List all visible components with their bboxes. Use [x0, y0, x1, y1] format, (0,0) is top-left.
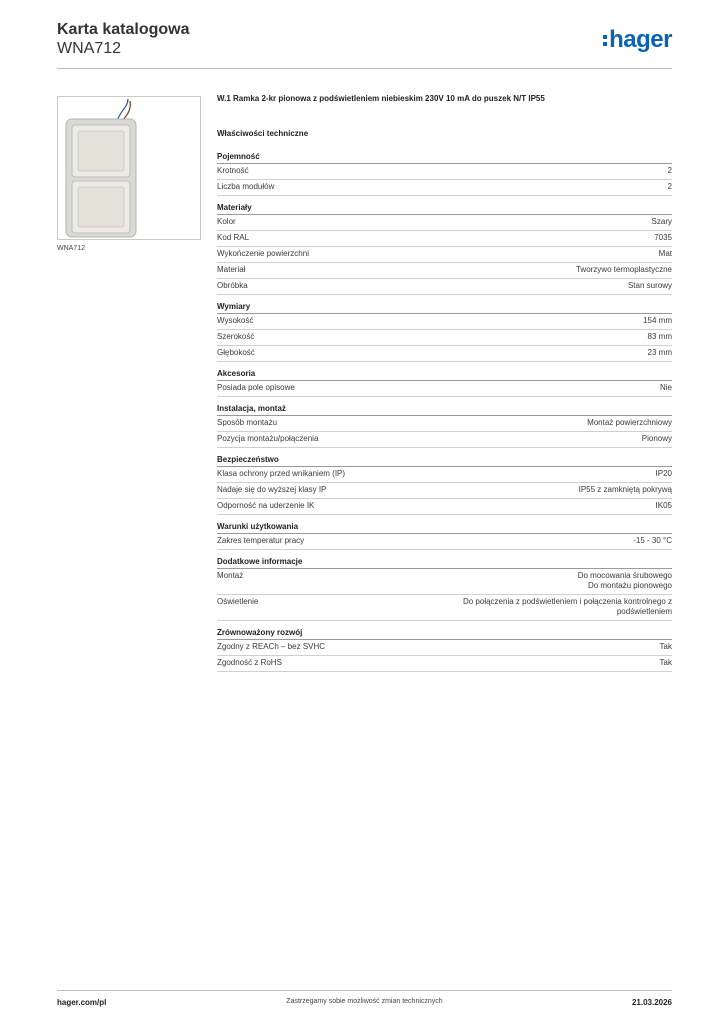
spec-value: Szary: [651, 217, 672, 226]
footer-date: 21.03.2026: [631, 998, 672, 1007]
spec-row: [217, 164, 672, 180]
spec-row: [217, 640, 672, 656]
spec-row: [217, 499, 672, 515]
spec-label: Kolor: [217, 217, 236, 226]
spec-value: 83 mm: [647, 332, 672, 341]
spec-value: IP55 z zamkniętą pokrywą: [578, 485, 672, 494]
spec-label: Odporność na uderzenie IK: [217, 501, 315, 510]
spec-value: Tworzywo termoplastyczne: [575, 265, 672, 274]
spec-row: [217, 330, 672, 346]
spec-label: Kod RAL: [217, 233, 250, 242]
spec-label: Zgodność z RoHS: [217, 658, 282, 667]
spec-label: Posiada pole opisowe: [217, 383, 295, 392]
spec-row: [217, 656, 672, 672]
spec-group-title: Bezpieczeństwo: [217, 455, 672, 467]
spec-value: 2: [667, 166, 672, 175]
spec-row: [217, 432, 672, 448]
hager-logo: [603, 28, 672, 52]
spec-group: [217, 628, 672, 672]
spec-group: [217, 557, 672, 621]
spec-row: [217, 483, 672, 499]
spec-label: Obróbka: [217, 281, 248, 290]
spec-value: 7035: [654, 233, 672, 242]
spec-value: Mat: [658, 249, 672, 258]
spec-group-title: Pojemność: [217, 152, 672, 164]
spec-label: Sposób montażu: [217, 418, 278, 427]
product-details: [217, 94, 672, 679]
spec-group: [217, 369, 672, 397]
spec-groups: [217, 152, 672, 672]
spec-row: [217, 263, 672, 279]
spec-label: Zgodny z REACh – bez SVHC: [217, 642, 326, 651]
spec-label: Zakres temperatur pracy: [217, 536, 305, 545]
spec-row: [217, 279, 672, 295]
spec-row: [217, 534, 672, 550]
spec-row: [217, 467, 672, 483]
spec-value: IP20: [655, 469, 672, 478]
spec-value: Tak: [659, 642, 672, 651]
spec-row: [217, 247, 672, 263]
page-title: Karta katalogowa: [57, 21, 190, 38]
spec-label: Oświetlenie: [217, 597, 259, 606]
product-code: WNA712: [57, 40, 122, 57]
spec-label: Głębokość: [217, 348, 255, 357]
product-image: [57, 96, 201, 240]
spec-row: [217, 595, 672, 621]
spec-group-title: Instalacja, montaż: [217, 404, 672, 416]
spec-label: Klasa ochrony przed wnikaniem (IP): [217, 469, 346, 478]
spec-group: [217, 404, 672, 448]
product-title: W.1 Ramka 2-kr pionowa z podświetleniem niebieskim 230V 10 mA do puszek N/T IP55: [217, 94, 545, 103]
spec-row: [217, 231, 672, 247]
spec-label: Materiał: [217, 265, 246, 274]
spec-label: Pozycja montażu/połączenia: [217, 434, 319, 443]
spec-label: Wykończenie powierzchni: [217, 249, 309, 258]
page-header: [57, 20, 672, 70]
spec-value: Do połączenia z podświetleniem i połączenia kontrolnego z podświetleniem: [462, 597, 672, 616]
spec-group-title: Materiały: [217, 203, 672, 215]
spec-row: [217, 215, 672, 231]
spec-value: 23 mm: [647, 348, 672, 357]
spec-group: [217, 203, 672, 295]
spec-value: Tak: [659, 658, 672, 667]
spec-row: [217, 416, 672, 432]
spec-row: [217, 569, 672, 595]
spec-value: 154 mm: [643, 316, 672, 325]
spec-value: Pionowy: [641, 434, 672, 443]
spec-value: Do mocowania śrubowego Do montażu pionowego: [577, 571, 672, 590]
spec-group: [217, 302, 672, 362]
spec-label: Wysokość: [217, 316, 254, 325]
spec-label: Liczba modułów: [217, 182, 275, 191]
logo-colon-icon: [603, 35, 607, 46]
spec-label: Montaż: [217, 571, 244, 580]
spec-group-title: Dodatkowe informacje: [217, 557, 672, 569]
spec-group-title: Zrównoważony rozwój: [217, 628, 672, 640]
logo-text: hager: [609, 26, 672, 53]
spec-value: Montaż powierzchniowy: [587, 418, 672, 427]
spec-row: [217, 346, 672, 362]
spec-label: Krotność: [217, 166, 249, 175]
header-divider: [57, 68, 672, 69]
spec-group-title: Wymiary: [217, 302, 672, 314]
spec-group: [217, 522, 672, 550]
spec-value: Nie: [659, 383, 672, 392]
double-frame-icon: [58, 97, 200, 239]
spec-group-title: Warunki użytkowania: [217, 522, 672, 534]
spec-value: -15 - 30 °C: [633, 536, 672, 545]
spec-label: Szerokość: [217, 332, 255, 341]
technical-properties-heading: Właściwości techniczne: [217, 129, 309, 138]
spec-group: [217, 455, 672, 515]
spec-value: IK05: [655, 501, 672, 510]
spec-group: [217, 152, 672, 196]
spec-row: [217, 180, 672, 196]
spec-group-title: Akcesoria: [217, 369, 672, 381]
image-caption: WNA712: [57, 245, 86, 252]
spec-row: [217, 381, 672, 397]
spec-label: Nadaje się do wyższej klasy IP: [217, 485, 327, 494]
footer-website[interactable]: hager.com/pl: [57, 998, 107, 1007]
footer-notice: Zastrzegamy sobie możliwość zmian technicznych: [286, 998, 443, 1005]
spec-value: Stan surowy: [627, 281, 672, 290]
spec-value: 2: [667, 182, 672, 191]
footer-divider: [57, 990, 672, 991]
spec-row: [217, 314, 672, 330]
